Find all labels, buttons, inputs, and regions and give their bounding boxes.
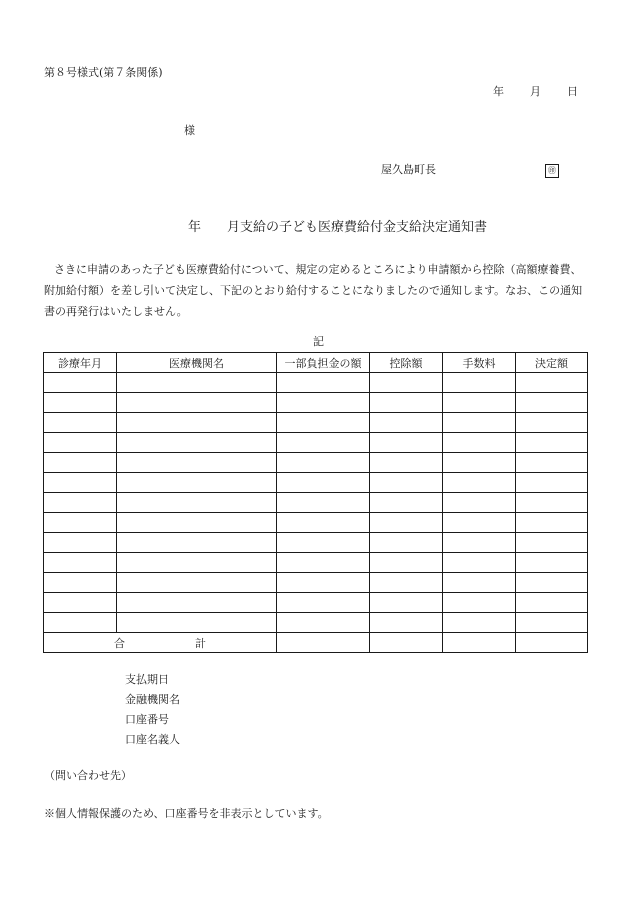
- col-header-deduction: 控除額: [370, 353, 443, 373]
- privacy-notice: ※個人情報保護のため、口座番号を非表示としています。: [44, 807, 329, 820]
- document-title: 年 月支給の子ども医療費給付金支給決定通知書: [188, 220, 488, 235]
- col-header-decided-amount: 決定額: [516, 353, 588, 373]
- account-number-label: 口座番号: [125, 713, 169, 726]
- table-header-row: [44, 353, 588, 373]
- table-row: [44, 413, 588, 433]
- table-row: [44, 453, 588, 473]
- table-row: [44, 553, 588, 573]
- table-row: [44, 373, 588, 393]
- total-copay: [277, 633, 370, 653]
- account-holder-label: 口座名義人: [125, 733, 180, 746]
- contact-label: （問い合わせ先）: [44, 769, 132, 782]
- table-row: [44, 473, 588, 493]
- table-row: [44, 493, 588, 513]
- date-line: [493, 86, 578, 97]
- detail-table: [43, 352, 588, 653]
- table-row: [44, 613, 588, 633]
- recipient-suffix: 様: [184, 124, 195, 137]
- table-row: [44, 573, 588, 593]
- table-row: [44, 433, 588, 453]
- date-year: 年: [493, 85, 504, 98]
- payment-date-label: 支払期日: [125, 673, 169, 686]
- total-decided-amount: [516, 633, 588, 653]
- col-header-fee: 手数料: [443, 353, 516, 373]
- col-header-institution: 医療機関名: [117, 353, 277, 373]
- table-row: [44, 533, 588, 553]
- total-fee: [443, 633, 516, 653]
- body-text: さきに申請のあった子ども医療費給付について、規定の定めるところにより申請額から控除（高額療養費、附加給付額）を差し引いて決定し、下記のとおり給付することになりましたので通知します。なお、この通知書の再発行はいたしません。: [44, 263, 583, 318]
- total-label: 合 計: [44, 633, 277, 653]
- bank-name-label: 金融機関名: [125, 693, 180, 706]
- table-total-row: [44, 633, 588, 653]
- ki-label: 記: [313, 335, 324, 348]
- issuer-name: 屋久島町長: [381, 163, 436, 176]
- date-day: 日: [567, 85, 578, 98]
- col-header-copay: 一部負担金の額: [277, 353, 370, 373]
- form-number: 第８号様式(第７条関係): [44, 66, 163, 79]
- table-row: [44, 513, 588, 533]
- seal-mark: ㊞: [545, 164, 559, 178]
- total-deduction: [370, 633, 443, 653]
- table-row: [44, 593, 588, 613]
- table-row: [44, 393, 588, 413]
- col-header-treatment-month: 診療年月: [44, 353, 117, 373]
- date-month: 月: [530, 85, 541, 98]
